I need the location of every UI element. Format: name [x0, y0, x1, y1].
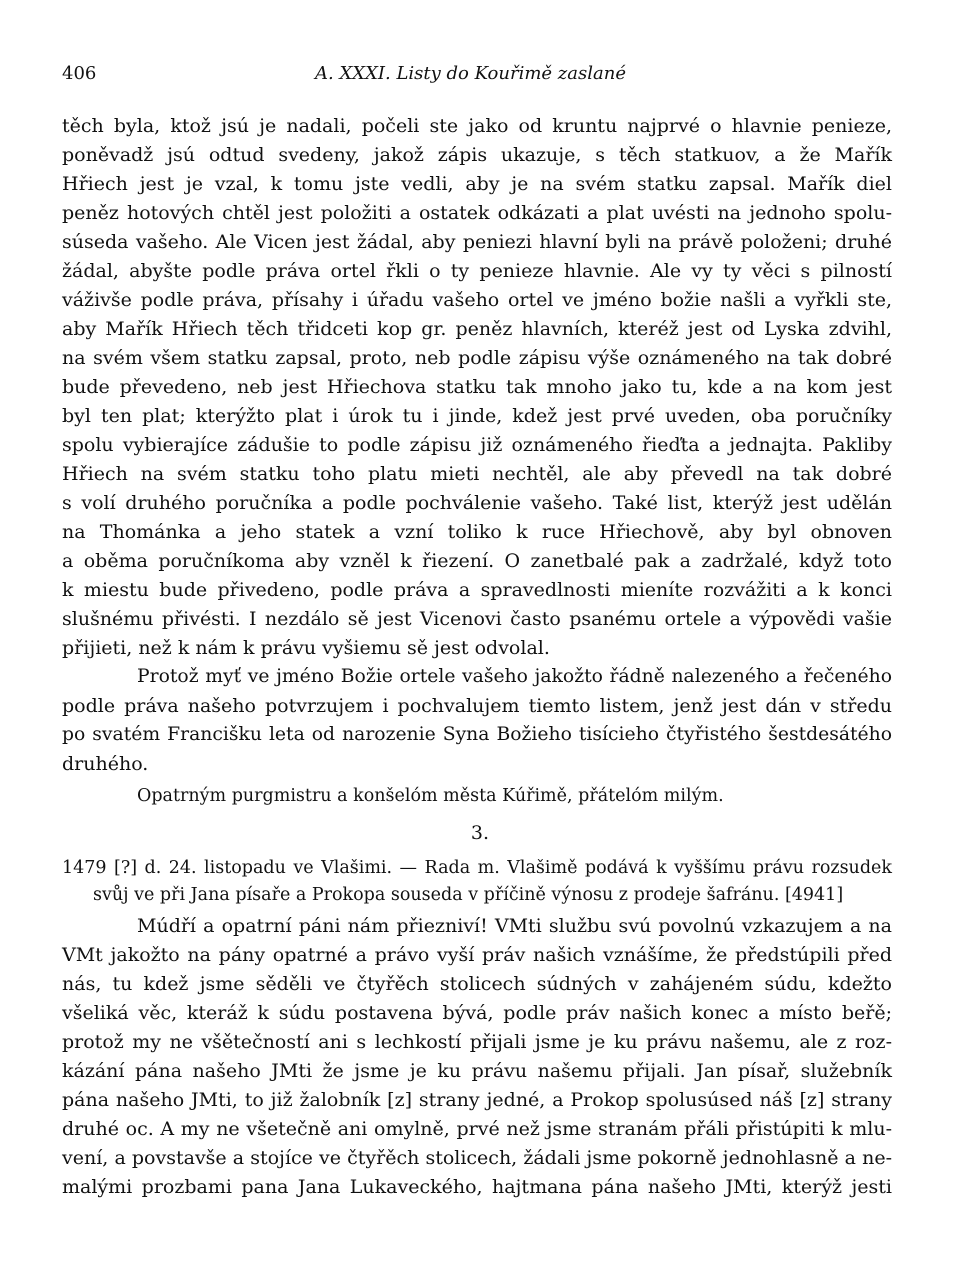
text-line: aby Mařík Hřiech těch třidceti kop gr. peněz hlavních, kteréž jest od Lyska zdvihl, [62, 318, 892, 340]
text-line: přijieti, než k nám k právu vyšiemu sě jest odvolal. [62, 637, 550, 659]
text-line: poněvadž jsú odtud svedeny, jakož zápis ukazuje, s těch statkuov, a že Mařík [62, 144, 892, 166]
text-line: peněz hotových chtěl jest položiti a ostatek odkázati a plat uvésti na jednoho spolu- [62, 202, 892, 224]
text-line: žádal, abyšte podle práva ortel řkli o ty penieze hlavnie. Ale vy ty věci s pilností [62, 260, 892, 282]
text-line: podle práva našeho potvrzujem i pochvalujem tiemto listem, jenž jest dán v středu [62, 695, 892, 717]
text-line: vení, a povstavše a stojíce ve čtyřěch stolicech, žádali jsme pokorně jednohlasně a ne- [62, 1147, 892, 1169]
text-line: na svém všem statku zapsal, proto, neb podle zápisu výše oznámeného na tak dobré [62, 347, 892, 369]
running-title: A. XXXI. Listy do Kouřimě zaslané [315, 63, 626, 84]
text-line: těch byla, ktož jsú je nadali, počeli ste jako od kruntu najprvé o hlavnie penieze, [62, 115, 892, 137]
text-line: Hřiech na svém statku toho platu mieti nechtěl, ale aby převedl na tak dobré [62, 463, 892, 485]
text-line: slušnému přivésti. I nezdálo sě jest Vicenovi často psanému ortele a výpovědi vašie [62, 608, 892, 630]
text-line: súseda vašeho. Ale Vicen jest žádal, aby peniezi hlavní byli na právě položeni; druhé [62, 231, 892, 253]
letter-address: Opatrným purgmistru a konšelóm města Kúřimě, přátelóm milým. [137, 786, 724, 806]
text-line: malými prozbami pana Jana Lukaveckého, hajtmana pána našeho JMti, kterýž jesti [62, 1176, 892, 1198]
text-line: po svatém Francišku leta od narozenie Syna Božieho tisícieho čtyřistého šestdesátého [62, 724, 892, 745]
text-line: všeliká věc, kteráž k súdu postavena bývá, podle práv našich konec a místo beřě; [62, 1002, 892, 1024]
paragraph-start-line: Protož myť ve jméno Božie ortele vašeho jakožto řádně nalezeného a řečeného [137, 666, 892, 687]
running-head [62, 63, 890, 89]
text-line: k miestu bude přivedeno, podle práva a spravedlnosti mieníte rozvážiti a k konci [62, 579, 892, 601]
text-line: byl ten plat; kterýžto plat i úrok tu i jinde, kdež jest prvé uveden, oba poručníky [62, 405, 892, 427]
text-line: druhého. [62, 753, 149, 775]
text-line: s volí druhého poručníka a podle pochválenie vašeho. Také list, kterýž jest udělán [62, 492, 892, 514]
text-line: na Thománka a jeho statek a vzní toliko k ruce Hřiechově, aby byl obnoven [62, 521, 892, 543]
text-line: pána našeho JMti, to již žalobník [z] strany jedné, a Prokop spolusúsed náš [z] strany [62, 1089, 892, 1111]
text-line: spolu vybierajíce zádušie to podle zápisu již oznámeného řieďta a jednajta. Pakliby [62, 434, 892, 456]
text-line: druhé oc. A my ne všetečně ani omylně, prvé než jsme stranám přáli přistúpiti k mlu- [62, 1118, 892, 1140]
regest-line: 1479 [?] d. 24. listopadu ve Vlašimi. — Rada m. Vlašimě podává k vyššímu právu rozsudek [62, 858, 892, 878]
paragraph-start-line: Múdří a opatrní páni nám přiezniví! VMti službu svú povolnú vzkazujem a na [137, 915, 892, 937]
text-line: protož my ne všětečností ani s lechkostí přijali jsme je ku právu našemu, ale z roz- [62, 1031, 892, 1053]
text-line: nás, tu kdež jsme sěděli ve čtyřěch stolicech súdných v zahájeném súdu, kdežto [62, 973, 892, 995]
text-line: bude převedeno, neb jest Hřiechova statku tak mnoho jako tu, kde a na kom jest [62, 376, 892, 398]
regest-line: svůj ve při Jana písaře a Prokopa souseda v příčině výnosu z prodeje šafránu. [4941] [93, 885, 844, 905]
document-number: 3. [470, 822, 490, 844]
text-line: kázání pána našeho JMti že jsme je ku právu našemu přijali. Jan písař, služebník [62, 1060, 892, 1082]
text-line: VMt jakožto na pány opatrné a právo vyší práv našich vznášíme, že předstúpili před [62, 944, 892, 966]
text-line: Hřiech jest je vzal, k tomu jste vedli, aby je na svém statku zapsal. Mařík diel [62, 173, 892, 195]
text-line: a oběma poručníkoma aby vzněl k řiezení. O zanetbalé pak a zadržalé, když toto [62, 550, 892, 572]
page-number: 406 [62, 63, 97, 84]
text-line: váživše podle práva, přísahy i úřadu vašeho ortel ve jméno božie našli a vyřkli ste, [62, 289, 892, 311]
